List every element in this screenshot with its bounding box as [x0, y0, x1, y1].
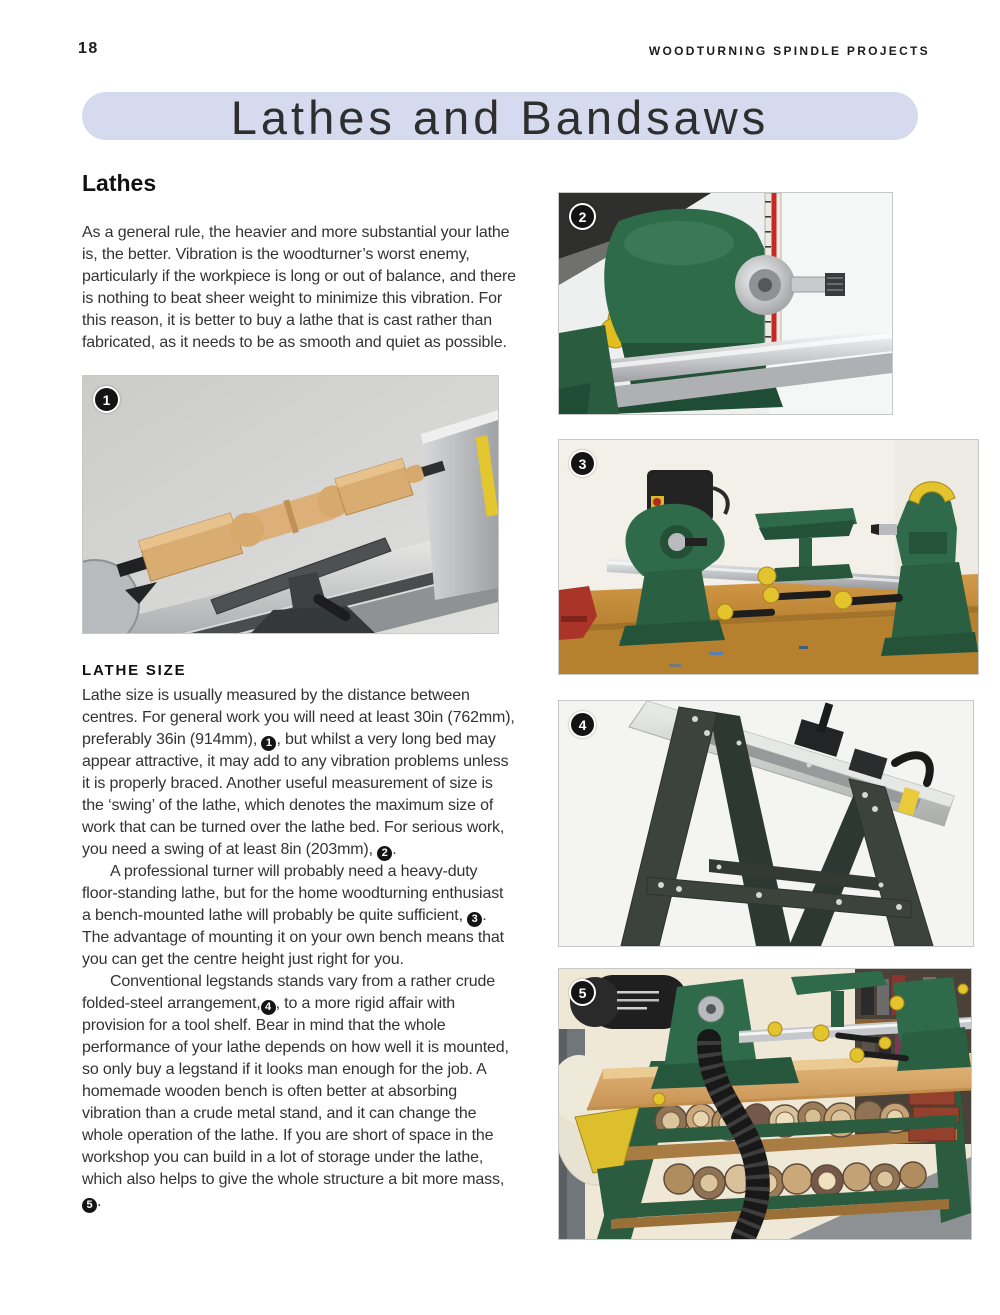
lathes-intro-text — [82, 222, 516, 354]
figure-2-photo — [558, 192, 893, 415]
wooden-bench-log-storage-illustration — [559, 969, 971, 1239]
figure-4-photo — [558, 700, 974, 947]
body-paragraph: Lathe size is usually measured by the distance between centres. For general work you will need at least 30in (762mm), preferably 36in (914mm), 1 , but whilst a very long bed may appear attractive, it may add to any vibration problems unless it is properly braced. Another useful measurement of size is the ‘swing’ of the lathe, which denotes the maximum size of work that can be turned over the lathe bed. For serious work, you need a swing of at least 8in (203mm), 2 . — [82, 687, 515, 859]
figure-5-badge: 5 — [569, 979, 596, 1006]
chapter-title: Lathes and Bandsaws — [230, 91, 770, 144]
figure-1-badge: 1 — [93, 386, 120, 413]
figure-3-badge: 3 — [569, 450, 596, 477]
figure-1-photo — [82, 375, 499, 634]
running-head: WOODTURNING SPINDLE PROJECTS — [648, 44, 930, 58]
body-paragraph: As a general rule, the heavier and more substantial your lathe is, the better. Vibration is the woodturner’s worst enemy, particularly if the workpiece is long or out of balance, and there is nothing to beat sheer weight to minimize this vibration. For this reason, it is better to buy a lathe that is cast rather than fabricated, as it needs to be as smooth and quiet as possible. — [82, 224, 516, 351]
lathe-spindle-illustration — [83, 376, 498, 633]
figure-ref-badge: 2 — [377, 846, 392, 861]
section-heading-lathes: Lathes — [82, 170, 157, 196]
chapter-title-banner — [82, 91, 918, 144]
body-paragraph: A professional turner will probably need a heavy-duty floor-standing lathe, but for the home woodturning enthusiast a bench-mounted lathe will probably be quite sufficient, 3 . The advantage of mounting it on your own bench means that you can get the centre height just right for you. — [82, 863, 504, 968]
figure-2-badge: 2 — [569, 203, 596, 230]
figure-ref-badge: 4 — [261, 1000, 276, 1015]
page-number: 18 — [78, 40, 99, 57]
figure-3-photo — [558, 439, 979, 675]
figure-ref-badge: 3 — [467, 912, 482, 927]
figure-4-badge: 4 — [569, 711, 596, 738]
figure-ref-badge: 1 — [261, 736, 276, 751]
body-paragraph: Conventional legstands stands vary from a rather crude folded-steel arrangement, 4 , to a more rigid affair with provision for a tool shelf. Bear in mind that the whole performance of your lathe depends on how well it is mounted, so only buy a legstand if it looks man enough for the job. A homemade wooden bench is often better at absorbing vibration than a crude metal stand, and it can change the whole operation of the lathe. If you are short of space in the workshop you can build in a lot of storage under the lathe, which also helps to give the whole structure a bit more mass, 5 . — [82, 973, 509, 1211]
section-heading-lathe-size: LATHE SIZE — [82, 662, 187, 679]
figure-5-photo — [558, 968, 972, 1240]
lathe-size-text — [82, 685, 516, 1213]
left-column — [82, 170, 516, 1213]
figure-ref-badge: 5 — [82, 1198, 97, 1213]
legstand-illustration — [559, 701, 973, 946]
headstock-swing-illustration — [559, 193, 892, 414]
bench-mounted-lathe-illustration — [559, 440, 978, 674]
